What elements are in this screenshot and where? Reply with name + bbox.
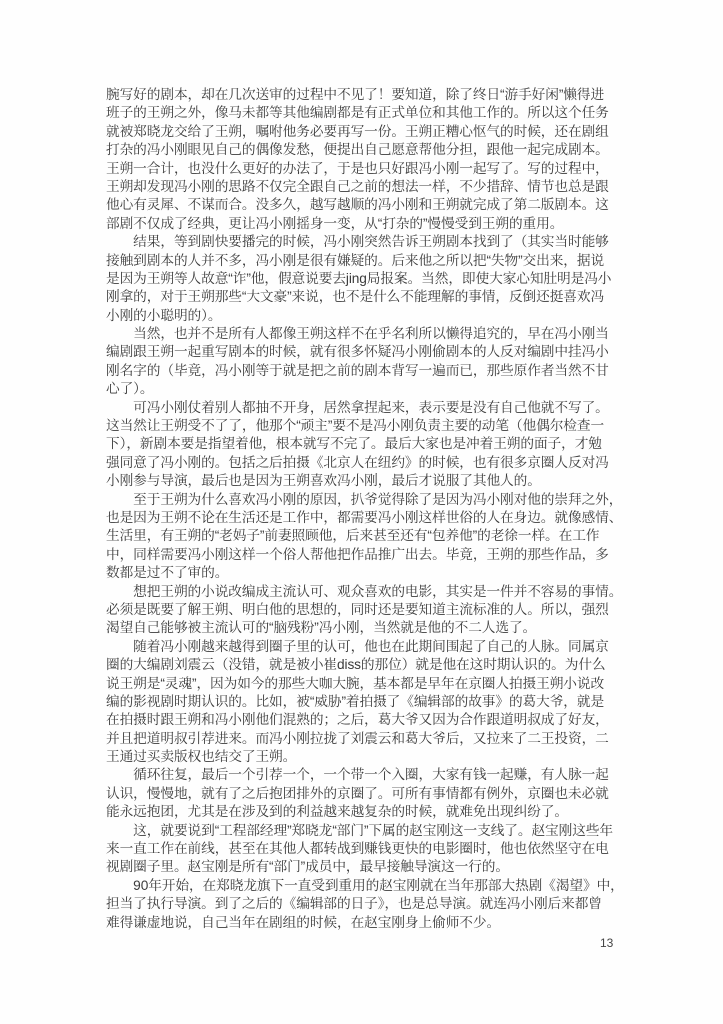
text-line: 接触到剧本的人并不多，冯小刚是很有嫌疑的。后来他之所以把“失物”交出来，据说 [106,252,605,268]
text-line: 也是因为王朔不论在生活还是工作中，都需要冯小刚这样世俗的人在身边。就像感情、 [106,509,623,525]
text-line: 下），新剧本要是指望着他，根本就写不完了。最后大家也是冲着王朔的面子，才勉 [106,436,602,452]
text-line: 王朔一合计，也没什么更好的办法了，于是也只好跟冯小刚一起写了。写的过程中， [106,160,609,176]
text-line: 刚拿的，对于王朔那些“大文豪”来说，也不是什么不能理解的事情，反倒还挺喜欢冯 [106,289,605,305]
page-number: 13 [600,936,614,950]
text-line: 小刚参与导演，最后也是因为王朔喜欢冯小刚，最后才说服了其他人的。 [106,473,541,489]
text-line: 这当然让王朔受不了了，他那个“顽主”要不是冯小刚负责主要的动笔（他偶尔检查一 [106,418,605,434]
text-line: 刚名字的（毕竟，冯小刚等于就是把之前的剧本背写一遍而已，那些原作者当然不甘 [106,362,609,378]
text-line: 编剧跟王朔一起重写剧本的时候，就有很多怀疑冯小刚偷剧本的人反对编剧中挂冯小 [106,344,609,360]
text-line: 想把王朔的小说改编成主流认可、观众喜欢的电影，其实是一件并不容易的事情。 [106,583,623,599]
text-line: 就被郑晓龙交给了王朔，嘱咐他务必要再写一份。王朔正糟心怄气的时候，还在剧组 [106,123,609,139]
text-line: 随着冯小刚越来越得到圈子里的认可，他也在此期间围起了自己的人脉。同属京 [106,638,609,654]
text-line: 来一直工作在前线，甚至在其他人都转战到赚钱更快的电影圈时，他也依然坚守在电 [106,841,609,857]
text-line: 90年开始，在郑晓龙旗下一直受到重用的赵宝刚就在当年那部大热剧《渴望》中， [106,877,624,893]
text-line: 小刚的小聪明的）。 [106,307,222,323]
text-line: 班子的王朔之外，像马未都等其他编剧都是有正式单位和其他工作的。所以这个任务 [106,105,609,121]
text-line: 强同意了冯小刚的。包括之后拍摄《北京人在纽约》的时候，也有很多京圈人反对冯 [106,454,609,470]
text-line: 生活里，有王朔的“老妈子”前妻照顾他，后来甚至还有“包养他”的老徐一样。在工作 [106,528,600,544]
text-line: 是因为王朔等人故意“诈”他，假意说要去jing局报案。当然，即使大家心知肚明是冯小 [106,270,612,286]
text-line: 打杂的冯小刚眼见自己的偶像发愁，便提出自己愿意帮他分担，跟他一起完成剧本。 [106,142,609,158]
text-line: 他心有灵犀、不谋而合。没多久，越写越顺的冯小刚和王朔就完成了第二版剧本。这 [106,197,609,213]
text-line: 当然，也并不是所有人都像王朔这样不在乎名利所以懒得追究的，早在冯小刚当 [106,326,609,342]
text-line: 心了）。 [106,381,154,397]
text-line: 认识，慢慢地，就有了之后抱团排外的京圈了。可所有事情都有例外，京圈也未必就 [106,785,609,801]
text-line: 担当了执行导演。到了之后的《编辑部的日子》，也是总导演。就连冯小刚后来都曾 [106,896,602,912]
text-line: 部剧不仅成了经典，更让冯小刚摇身一变，从“打杂的”慢慢受到王朔的重用。 [106,215,564,231]
text-line: 至于王朔为什么喜欢冯小刚的原因，扒爷觉得除了是因为冯小刚对他的崇拜之外， [106,491,623,507]
body-text [106,86,628,932]
text-line: 中，同样需要冯小刚这样一个俗人帮他把作品推广出去。毕竟，王朔的那些作品，多 [106,546,609,562]
text-line: 必须是既要了解王朔、明白他的思想的，同时还是要知道主流标准的人。所以，强烈 [106,601,609,617]
text-line: 王通过买卖版权也结交了王朔。 [106,749,297,765]
text-line: 结果，等到剧快要播完的时候，冯小刚突然告诉王朔剧本找到了（其实当时能够 [106,234,609,250]
text-line: 圈的大编剧刘震云（没错，就是被小崔diss的那位）就是他在这时期认识的。为什么 [106,657,606,673]
text-line: 这，就要说到“工程部经理”郑晓龙“部门”下属的赵宝刚这一支线了。赵宝刚这些年 [106,822,613,838]
text-line: 视剧圈子里。赵宝刚是所有“部门”成员中，最早接触导演这一行的。 [106,859,509,875]
text-line: 可冯小刚仗着别人都抽不开身，居然拿捏起来，表示要是没有自己他就不写了。 [106,399,609,415]
text-line: 并且把道明叔引荐进来。而冯小刚拉拢了刘震云和葛大爷后，又拉来了二王投资，二 [106,730,609,746]
text-line: 数都是过不了审的。 [106,565,229,581]
text-line: 难得谦虚地说，自己当年在剧组的时候，在赵宝刚身上偷师不少。 [106,914,501,930]
text-line: 王朔却发现冯小刚的思路不仅完全跟自己之前的想法一样，不少措辞、情节也总是跟 [106,178,609,194]
text-line: 循环往复，最后一个引荐一个，一个带一个入圈，大家有钱一起赚，有人脉一起 [106,767,609,783]
text-line: 渴望自己能够被主流认可的“脑残粉”冯小刚，当然就是他的不二人选了。 [106,620,537,636]
text-line: 能永远抱团，尤其是在涉及到的利益越来越复杂的时候，就难免出现纠纷了。 [106,804,568,820]
text-line: 在拍摄时跟王朔和冯小刚他们混熟的；之后，葛大爷又因为合作跟道明叔成了好友， [106,712,609,728]
text-line: 编的影视剧时期认识的。比如，被“威胁”着拍摄了《编辑部的故事》的葛大爷，就是 [106,693,605,709]
text-line: 腕写好的剧本，却在几次送审的过程中不见了！要知道，除了终日“游手好闲”懒得进 [106,87,605,102]
text-line: 说王朔是“灵魂”，因为如今的那些大咖大腕，基本都是早年在京圈人拍摄王朔小说改 [106,675,605,691]
